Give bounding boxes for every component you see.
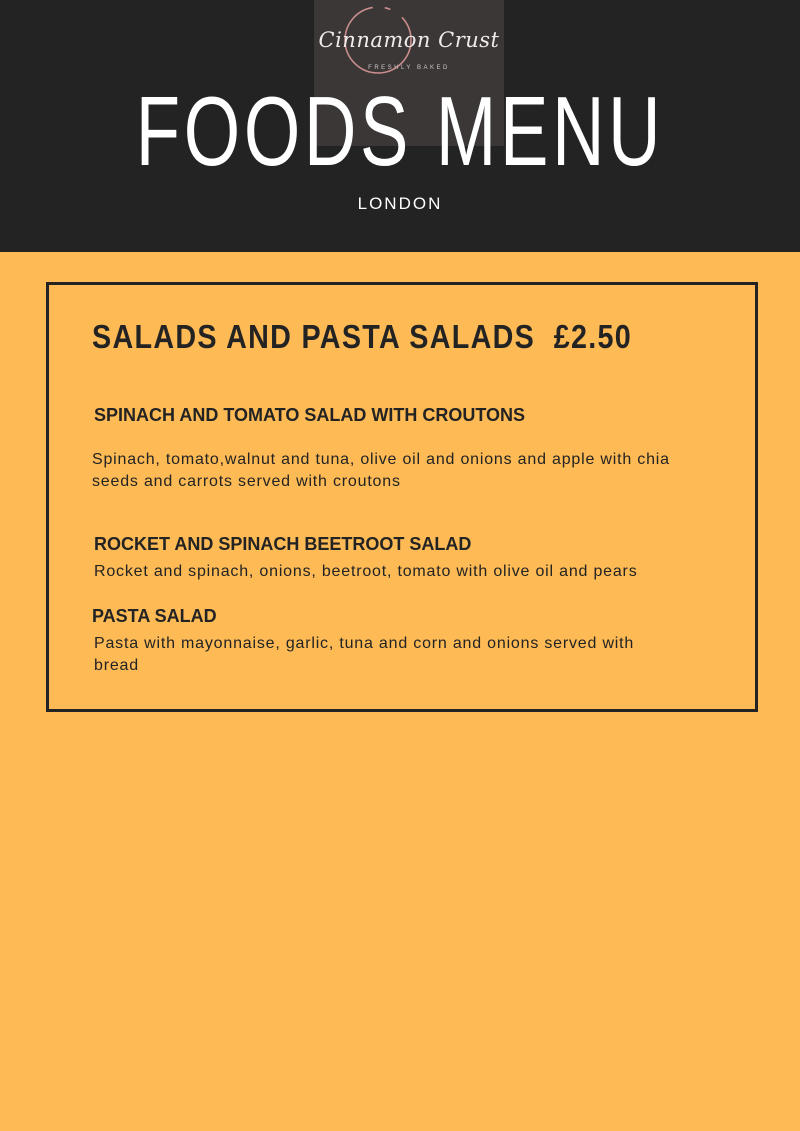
location-label: LONDON — [357, 194, 443, 213]
menu-item-name: ROCKET AND SPINACH BEETROOT SALAD — [94, 534, 472, 554]
menu-item-name: SPINACH AND TOMATO SALAD WITH CROUTONS — [94, 405, 525, 425]
menu-item-description: Rocket and spinach, onions, beetroot, tomato with olive oil and pears — [94, 563, 638, 580]
page-title: FOODS MENU — [135, 76, 665, 186]
logo-wordmark: Cinnamon Crust — [318, 28, 500, 52]
logo-tagline: FRESHLY BAKED — [368, 65, 450, 71]
menu-item-description: Spinach, tomato,walnut and tuna, olive oil and onions and apple with chia seeds and carrots served with croutons — [92, 451, 670, 490]
section-title: SALADS AND PASTA SALADS £2.50 — [92, 318, 633, 355]
menu-item-description: Pasta with mayonnaise, garlic, tuna and corn and onions served with bread — [94, 635, 635, 674]
menu-item-name: PASTA SALAD — [92, 606, 217, 626]
